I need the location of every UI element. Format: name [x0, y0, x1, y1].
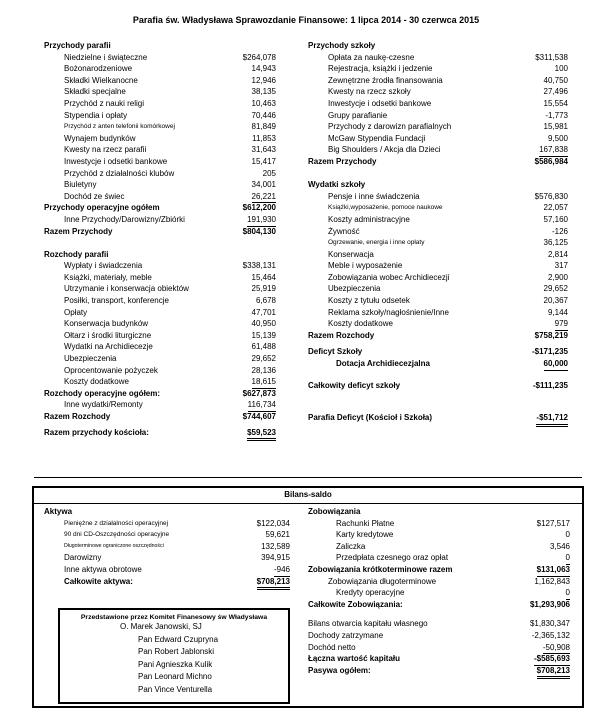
- parish-expense-item-label: Utrzymanie i konserwacja obiektów: [64, 284, 189, 294]
- parish-expense-item-value: 29,652: [251, 354, 276, 364]
- parish-section: [44, 40, 276, 438]
- school-expense-item: [308, 283, 568, 295]
- school-income-item-label: Rejestracja, książki i jedzenie: [328, 64, 433, 74]
- parish-expense-item: [44, 260, 276, 272]
- school-income-item-value: 15,981: [543, 122, 568, 132]
- parish-expense-item-label: Posiłki, transport, konferencje: [64, 296, 169, 306]
- school-income-item-value: 167,838: [539, 144, 568, 157]
- parish-income-item: [44, 86, 276, 98]
- liability-item-value: 3,546: [549, 541, 570, 551]
- assets-total-row: Całkowite aktywa: $708,213: [44, 576, 290, 588]
- school-expense-item-label: Reklama szkoły/nagłośnienie/Inne: [328, 307, 449, 317]
- school-expense-item-value: $576,830: [534, 191, 568, 201]
- school-expense-item-value: 2,814: [547, 249, 568, 259]
- school-section: [308, 40, 568, 424]
- school-subsidy-row: Dotacja Archidiecezjalna 60,000: [308, 358, 568, 370]
- parish-total-expenses-row: Razem Rozchody $744,607: [44, 412, 276, 421]
- parish-expense-item: [44, 283, 276, 295]
- school-expense-item-label: Ogrzewanie, energia i inne opłaty: [328, 239, 425, 247]
- parish-expense-item: [44, 295, 276, 307]
- school-deficit-row: Deficyt Szkoły -$171,235: [308, 347, 568, 357]
- school-expense-item-value: 317: [554, 261, 568, 271]
- parish-expense-item-label: Ołtarz i środki liturgiczne: [64, 330, 152, 340]
- parish-income-item: [44, 75, 276, 87]
- school-expense-item: [308, 237, 568, 249]
- parish-expense-item-value: 47,701: [251, 307, 276, 317]
- school-expense-item-label: Meble i wyposażenie: [328, 261, 403, 271]
- parish-income-item: [44, 98, 276, 110]
- net-income-row: Dochód netto -50,908: [308, 642, 570, 654]
- school-income-item-label: Zewnętrzne źrodła finansowania: [328, 75, 443, 85]
- liabilities-heading: Zobowiązania: [308, 507, 361, 516]
- parish-income-list: [44, 52, 276, 203]
- school-expense-item: [308, 260, 568, 272]
- balance-title: Bilans-saldo: [284, 490, 332, 499]
- school-total-expenses-row: Razem Rozchody $758,219: [308, 330, 568, 340]
- parish-income-item-value: 14,943: [251, 64, 276, 74]
- school-expense-item-label: Koszty administracyjne: [328, 214, 410, 224]
- liability-item: [308, 529, 570, 541]
- parish-income-item-label: Bożonarodzeniowe: [64, 64, 133, 74]
- school-income-item-label: Przychody z darowizn parafialnych: [328, 122, 452, 132]
- parish-income-item-label: Niedzielne i świąteczne: [64, 52, 148, 62]
- parish-income-item-value: 34,001: [251, 180, 276, 190]
- school-expense-item-value: 2,900: [547, 272, 568, 282]
- parish-income-item-label: Przychód z nauki religi: [64, 98, 145, 108]
- equity-total-row: Łączna wartość kapitału -$585,693: [308, 653, 570, 665]
- school-income-item-label: Big Shoulders / Akcja dla Dzieci: [328, 145, 441, 155]
- asset-item: [44, 518, 290, 530]
- school-income-item-value: -1,773: [545, 110, 568, 120]
- liabilities-list: [308, 518, 570, 564]
- school-income-item: [308, 98, 568, 110]
- school-expense-item-label: Konserwacja: [328, 249, 374, 259]
- asset-item-label: Długoterminowe ograniczone oszczędności: [64, 542, 164, 549]
- school-expense-item-value: 22,057: [543, 203, 568, 213]
- school-income-item: [308, 63, 568, 75]
- school-income-item-label: Kwesty na rzecz szkoły: [328, 87, 411, 97]
- committee-title: Przedstawione przez Komitet Finanesowy św Władysława: [80, 614, 268, 621]
- school-income-item: [308, 86, 568, 98]
- parish-expense-item-value: 18,615: [252, 376, 276, 389]
- school-expense-item: [308, 295, 568, 307]
- liabilities-section: [308, 506, 570, 676]
- parish-income-item-value: 205: [262, 168, 276, 178]
- committee-member: O. Marek Janowski, SJ: [120, 622, 202, 631]
- asset-item-value: -946: [274, 564, 290, 577]
- school-income-item: [308, 75, 568, 87]
- assets-section: [44, 506, 290, 587]
- asset-item-value: 59,621: [265, 530, 290, 540]
- school-income-item: [308, 52, 568, 64]
- asset-item-value: $122,034: [256, 518, 290, 528]
- school-expense-item-label: Książki,wyposażenie, pomoce naukowe: [328, 204, 443, 212]
- committee-members: [60, 621, 288, 696]
- asset-item-value: 132,589: [261, 541, 290, 551]
- school-expense-item-value: 979: [555, 318, 568, 331]
- school-income-item-value: 15,554: [543, 98, 568, 108]
- page-title: Parafia św. Władysława Sprawozdanie Finansowe: 1 lipca 2014 - 30 czerwca 2015: [132, 15, 480, 25]
- school-income-item-label: Inwestycje i odsetki bankowe: [328, 98, 432, 108]
- balance-title-divider: [34, 503, 582, 504]
- asset-item: [44, 564, 290, 576]
- school-expenses-heading: Wydatki szkoły: [308, 180, 366, 190]
- liability-item-label: Karty kredytowe: [336, 530, 394, 540]
- parish-income-item: [44, 121, 276, 133]
- parish-expense-item-value: 61,488: [251, 342, 276, 352]
- parish-expense-item-label: Wydatki na Archidiecezje: [64, 342, 153, 352]
- parish-expense-item: [44, 330, 276, 342]
- parish-operating-income-row: Przychody operacyjne ogółem $612,200: [44, 203, 276, 213]
- credit-row: Kredyty operacyjne 0: [308, 587, 570, 599]
- retained-earnings-row: Dochody zatrzymane -2,365,132: [308, 630, 570, 640]
- parish-expense-item: [44, 307, 276, 319]
- school-expense-item-label: Ubezpieczenia: [328, 284, 381, 294]
- school-expense-item: [308, 202, 568, 214]
- parish-income-item-value: 15,417: [251, 156, 276, 166]
- school-total-deficit-row: Całkowity deficyt szkoły -$111,235: [308, 380, 568, 390]
- parish-expense-item-label: Ubezpieczenia: [64, 354, 117, 364]
- parish-expense-item-label: Opłaty: [64, 307, 88, 317]
- parish-income-item-label: Dochód ze świec: [64, 191, 125, 201]
- parish-expense-item: [44, 365, 276, 377]
- finance-committee-box: [58, 608, 290, 704]
- parish-expense-item-label: Książki, materiały, meble: [64, 272, 152, 282]
- parish-income-item-label: Biuletyny: [64, 180, 97, 190]
- school-expense-item-label: Żywność: [328, 226, 360, 236]
- asset-item: [44, 541, 290, 553]
- parish-income-item-value: 26,221: [252, 191, 276, 204]
- parish-expense-item: [44, 341, 276, 353]
- parish-other-income-row: Inne Przychody/Darowizny/Zbiórki 191,930: [44, 214, 276, 226]
- asset-item-value: 394,915: [261, 553, 290, 563]
- committee-member: Pan Edward Czupryna: [138, 634, 219, 644]
- school-income-item-value: 27,496: [543, 87, 568, 97]
- parish-income-item-value: $264,078: [242, 52, 276, 62]
- parish-expense-item: [44, 376, 276, 388]
- parish-income-item-value: 10,463: [251, 98, 276, 108]
- parish-income-item-value: 12,946: [251, 75, 276, 85]
- asset-item-label: Pieniężne z działalności operacyjnej: [64, 519, 169, 527]
- school-total-income-row: Razem Przychody $586,984: [308, 156, 568, 166]
- parish-income-item-value: 11,853: [252, 133, 276, 143]
- committee-member: Pan Vince Venturella: [138, 684, 213, 694]
- school-income-item-label: McGaw Stypendia Fundacji: [328, 133, 426, 143]
- liabilities-total-row: Całkowite Zobowiązania: $1,293,906: [308, 599, 570, 609]
- school-expense-item: [308, 191, 568, 203]
- parish-income-item-label: Stypendia i opłaty: [64, 110, 128, 120]
- parish-expense-item-value: 40,950: [251, 319, 276, 329]
- parish-income-item-label: Kwesty na rzecz parafii: [64, 145, 147, 155]
- parish-income-item: [44, 179, 276, 191]
- parish-total-income-row: Razem Przychody $804,130: [44, 226, 276, 236]
- school-income-item-value: 40,750: [543, 75, 568, 85]
- school-income-item-value: 100: [554, 64, 568, 74]
- school-income-item: [308, 133, 568, 145]
- parish-expense-item-value: 28,136: [251, 365, 276, 375]
- parish-income-item: [44, 63, 276, 75]
- parish-expense-item: [44, 318, 276, 330]
- school-income-list: [308, 52, 568, 156]
- school-expense-item: [308, 214, 568, 226]
- parish-income-item-value: 70,446: [251, 110, 276, 120]
- asset-item: [44, 552, 290, 564]
- opening-equity-row: Bilans otwarcia kapitału własnego $1,830,347: [308, 619, 570, 629]
- liability-item-label: Zaliczka: [336, 541, 366, 551]
- parish-expense-item: [44, 353, 276, 365]
- parish-other-expenses-row: Inne wydatki/Remonty 116,734: [44, 399, 276, 411]
- school-expense-item-label: Zobowiązania wobec Archidiecezji: [328, 272, 450, 282]
- school-expense-item: [308, 226, 568, 238]
- school-income-item: [308, 121, 568, 133]
- school-income-item-value: $311,538: [535, 52, 568, 62]
- asset-item-label: Inne aktywa obrotowe: [64, 564, 142, 574]
- school-expense-item-value: 57,160: [543, 214, 568, 224]
- liability-item: [308, 541, 570, 553]
- school-expense-item-label: Pensje i inne świadczenia: [328, 191, 420, 201]
- parish-income-item-label: Przychód z działalności klubów: [64, 168, 175, 178]
- parish-income-item: [44, 156, 276, 168]
- parish-income-item: [44, 52, 276, 64]
- asset-item: [44, 529, 290, 541]
- school-expense-item: [308, 318, 568, 330]
- parish-expenses-list: [44, 260, 276, 388]
- school-expense-item-label: Koszty dodatkowe: [328, 319, 393, 329]
- school-expense-item: [308, 249, 568, 261]
- parish-income-item-label: Składki Wielkanocne: [64, 75, 138, 85]
- parish-expense-item-value: 25,919: [251, 284, 276, 294]
- parish-expense-item-label: Konserwacja budynków: [64, 319, 149, 329]
- long-liabilities-row: Zobowiązania długoterminowe 1,162,843: [328, 576, 570, 586]
- committee-member: Pan Leonard Michno: [138, 672, 212, 681]
- school-expense-item-value: 36,125: [543, 238, 568, 248]
- liability-item-value: 0: [565, 530, 570, 540]
- parish-expense-item-label: Oprocentowanie pożyczek: [64, 365, 158, 375]
- school-expense-item: [308, 272, 568, 284]
- parish-income-item-label: Przychód z anten telefonii komórkowej: [64, 123, 175, 131]
- section-divider: [34, 477, 582, 478]
- school-income-item-value: 9,500: [547, 133, 568, 143]
- liability-item: [308, 552, 570, 564]
- parish-expense-item: [44, 272, 276, 284]
- parish-expense-item-value: 15,464: [251, 272, 276, 282]
- school-income-item-label: Opłata za naukę-czesne: [328, 52, 415, 62]
- parish-income-item-value: 81,849: [251, 122, 276, 132]
- school-expense-item-value: 9,144: [547, 307, 568, 317]
- asset-item-label: Darowizny: [64, 553, 102, 563]
- parish-expense-item-value: 6,678: [255, 296, 276, 306]
- liabilities-grand-total-row: Pasywa ogółem: $708,213: [308, 665, 570, 677]
- liability-item-value: 0: [566, 552, 570, 565]
- school-income-item-label: Grupy parafianie: [328, 110, 388, 120]
- parish-income-item: [44, 144, 276, 156]
- liability-item-label: Rachunki Płatne: [336, 518, 395, 528]
- liability-item: [308, 518, 570, 530]
- committee-member: Pan Robert Jablonski: [138, 647, 215, 656]
- parish-income-item-value: 31,643: [251, 145, 276, 155]
- parish-expense-item-label: Koszty dodatkowe: [64, 377, 129, 387]
- school-expense-item: [308, 307, 568, 319]
- school-income-item: [308, 144, 568, 156]
- asset-item-label: 90 dni CD-Oszczędności operacyjne: [64, 531, 170, 539]
- school-expenses-list: [308, 191, 568, 330]
- short-liabilities-row: Zobowiązania krótkoterminowe razem $131,063: [308, 564, 570, 576]
- parish-income-item-label: Składki specjalne: [64, 87, 126, 97]
- parish-income-item: [44, 133, 276, 145]
- parish-net-row: Razem przychody kościoła: $59,523: [44, 427, 276, 439]
- parish-income-item: [44, 110, 276, 122]
- liability-item-label: Przedpłata czesnego oraz opłat: [336, 553, 449, 563]
- school-expense-item-value: 29,652: [543, 284, 568, 294]
- parish-income-item-label: Inwestycje i odsetki bankowe: [64, 156, 168, 166]
- school-expense-item-value: -126: [551, 226, 568, 236]
- parish-income-heading: Przychody parafii: [44, 41, 111, 50]
- school-expense-item-value: 20,367: [543, 296, 568, 306]
- parish-deficit-row: Parafia Deficyt (Kościoł i Szkoła) -$51,712: [308, 412, 568, 424]
- school-income-heading: Przychody szkoły: [308, 41, 376, 50]
- parish-income-item: [44, 168, 276, 180]
- parish-income-item: [44, 191, 276, 203]
- committee-member: Pani Agnieszka Kulik: [138, 659, 213, 669]
- school-expense-item-label: Koszty z tytułu odsetek: [328, 296, 410, 306]
- parish-income-item-label: Wynajem budynków: [64, 133, 136, 143]
- parish-expense-item-value: $338,131: [242, 261, 276, 271]
- school-income-item: [308, 110, 568, 122]
- parish-expense-item-value: 15,139: [251, 330, 276, 340]
- parish-operating-expenses-row: Rozchody operacyjne ogółem: $627,873: [44, 388, 276, 398]
- parish-expenses-heading: Rozchody parafii: [44, 249, 109, 259]
- liability-item-value: $127,517: [536, 518, 570, 528]
- assets-list: [44, 518, 290, 576]
- parish-expense-item-label: Wypłaty i świadczenia: [64, 261, 143, 271]
- assets-heading: Aktywa: [44, 507, 73, 516]
- parish-income-item-value: 38,135: [251, 87, 276, 97]
